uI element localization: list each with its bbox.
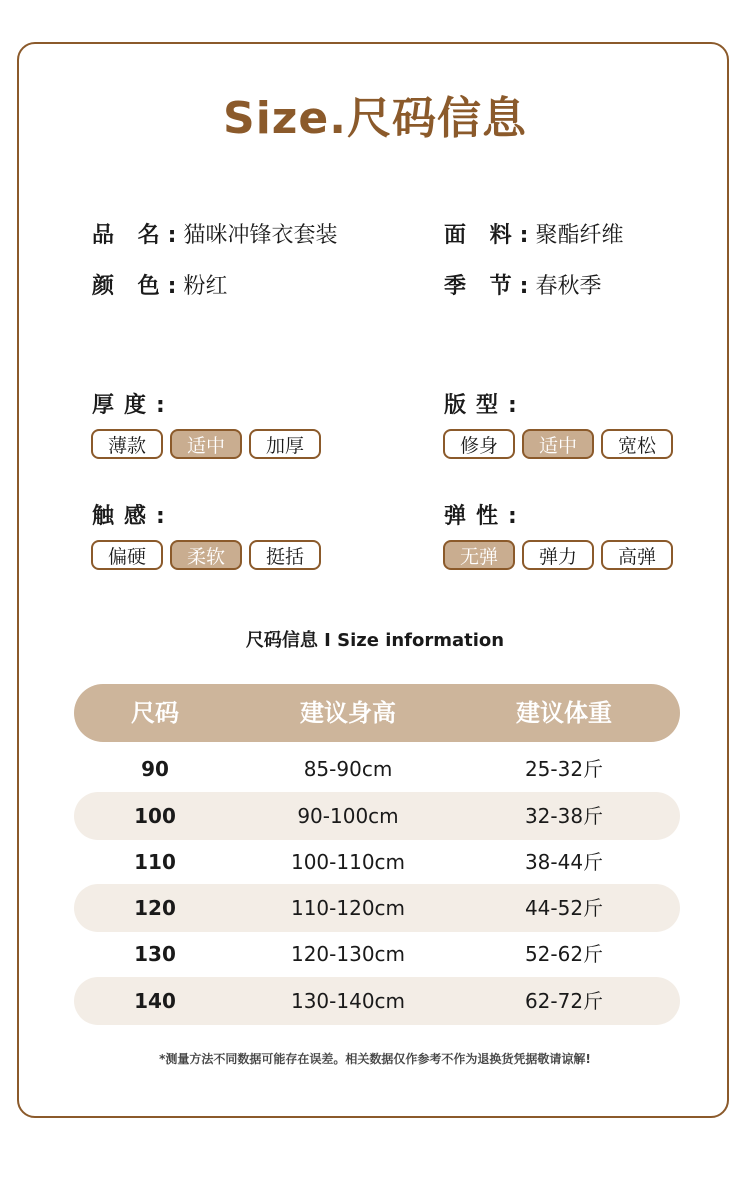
table-row: [74, 977, 680, 1025]
table-row: [74, 792, 680, 840]
size-section-title: 尺码信息 I Size information: [245, 630, 505, 651]
header-size: 尺码: [131, 699, 179, 727]
table-row: [74, 930, 680, 978]
cell-weight: 32-38斤: [524, 804, 604, 828]
season-line: [444, 269, 602, 300]
product-name-key: 品 名: [92, 223, 168, 248]
thickness-option: 加厚: [249, 429, 321, 459]
color-key: 颜 色: [92, 274, 168, 299]
cell-size: 100: [134, 804, 176, 828]
cell-weight: 62-72斤: [524, 989, 604, 1013]
cell-height: 130-140cm: [290, 989, 406, 1013]
elasticity-options: [443, 540, 673, 570]
cell-height: 110-120cm: [290, 896, 406, 920]
thickness-option: 薄款: [91, 429, 163, 459]
touch-option: 挺括: [249, 540, 321, 570]
touch-option-selected: 柔软: [170, 540, 242, 570]
colon: :: [167, 223, 177, 248]
cell-weight: 52-62斤: [524, 942, 604, 966]
footnote: *测量方法不同数据可能存在误差。相关数据仅作参考不作为退换货凭据敬请谅解!: [159, 1052, 591, 1066]
cell-size: 140: [134, 989, 176, 1013]
season-key: 季 节: [444, 274, 520, 299]
cell-size: 120: [134, 896, 176, 920]
cell-height: 120-130cm: [290, 942, 406, 966]
cell-size: 110: [134, 850, 176, 874]
table-row: [74, 838, 680, 886]
elasticity-option: 弹力: [522, 540, 594, 570]
cell-height: 90-100cm: [297, 804, 399, 828]
thickness-option-selected: 适中: [170, 429, 242, 459]
season-value: 春秋季: [535, 274, 602, 299]
color-line: [92, 269, 228, 300]
material-key: 面 料: [444, 223, 520, 248]
cell-weight: 38-44斤: [524, 850, 604, 874]
header-height: 建议身高: [300, 699, 396, 727]
touch-option: 偏硬: [91, 540, 163, 570]
touch-label: 触感:: [92, 504, 175, 529]
size-table-header: [74, 684, 680, 742]
material-value: 聚酯纤维: [535, 223, 624, 248]
header-weight: 建议体重: [516, 699, 612, 727]
thickness-options: [91, 429, 321, 459]
elasticity-option-selected: 无弹: [443, 540, 515, 570]
cell-height: 85-90cm: [303, 757, 393, 781]
fit-label: 版型:: [444, 393, 527, 418]
colon: :: [519, 223, 529, 248]
elasticity-label: 弹性:: [444, 504, 527, 529]
product-name-line: [92, 218, 338, 249]
elasticity-option: 高弹: [601, 540, 673, 570]
table-row: [74, 745, 680, 793]
touch-options: [91, 540, 321, 570]
color-value: 粉红: [183, 274, 228, 299]
cell-size: 130: [134, 942, 176, 966]
colon: :: [167, 274, 177, 299]
table-row: [74, 884, 680, 932]
page-title: Size.尺码信息: [223, 93, 527, 144]
thickness-label: 厚度:: [92, 393, 175, 418]
product-name-value: 猫咪冲锋衣套装: [183, 223, 338, 248]
fit-options: [443, 429, 673, 459]
fit-option: 宽松: [601, 429, 673, 459]
fit-option-selected: 适中: [522, 429, 594, 459]
material-line: [444, 218, 624, 249]
cell-height: 100-110cm: [290, 850, 406, 874]
colon: :: [519, 274, 529, 299]
cell-weight: 44-52斤: [524, 896, 604, 920]
cell-weight: 25-32斤: [524, 757, 604, 781]
fit-option: 修身: [443, 429, 515, 459]
cell-size: 90: [141, 757, 169, 781]
